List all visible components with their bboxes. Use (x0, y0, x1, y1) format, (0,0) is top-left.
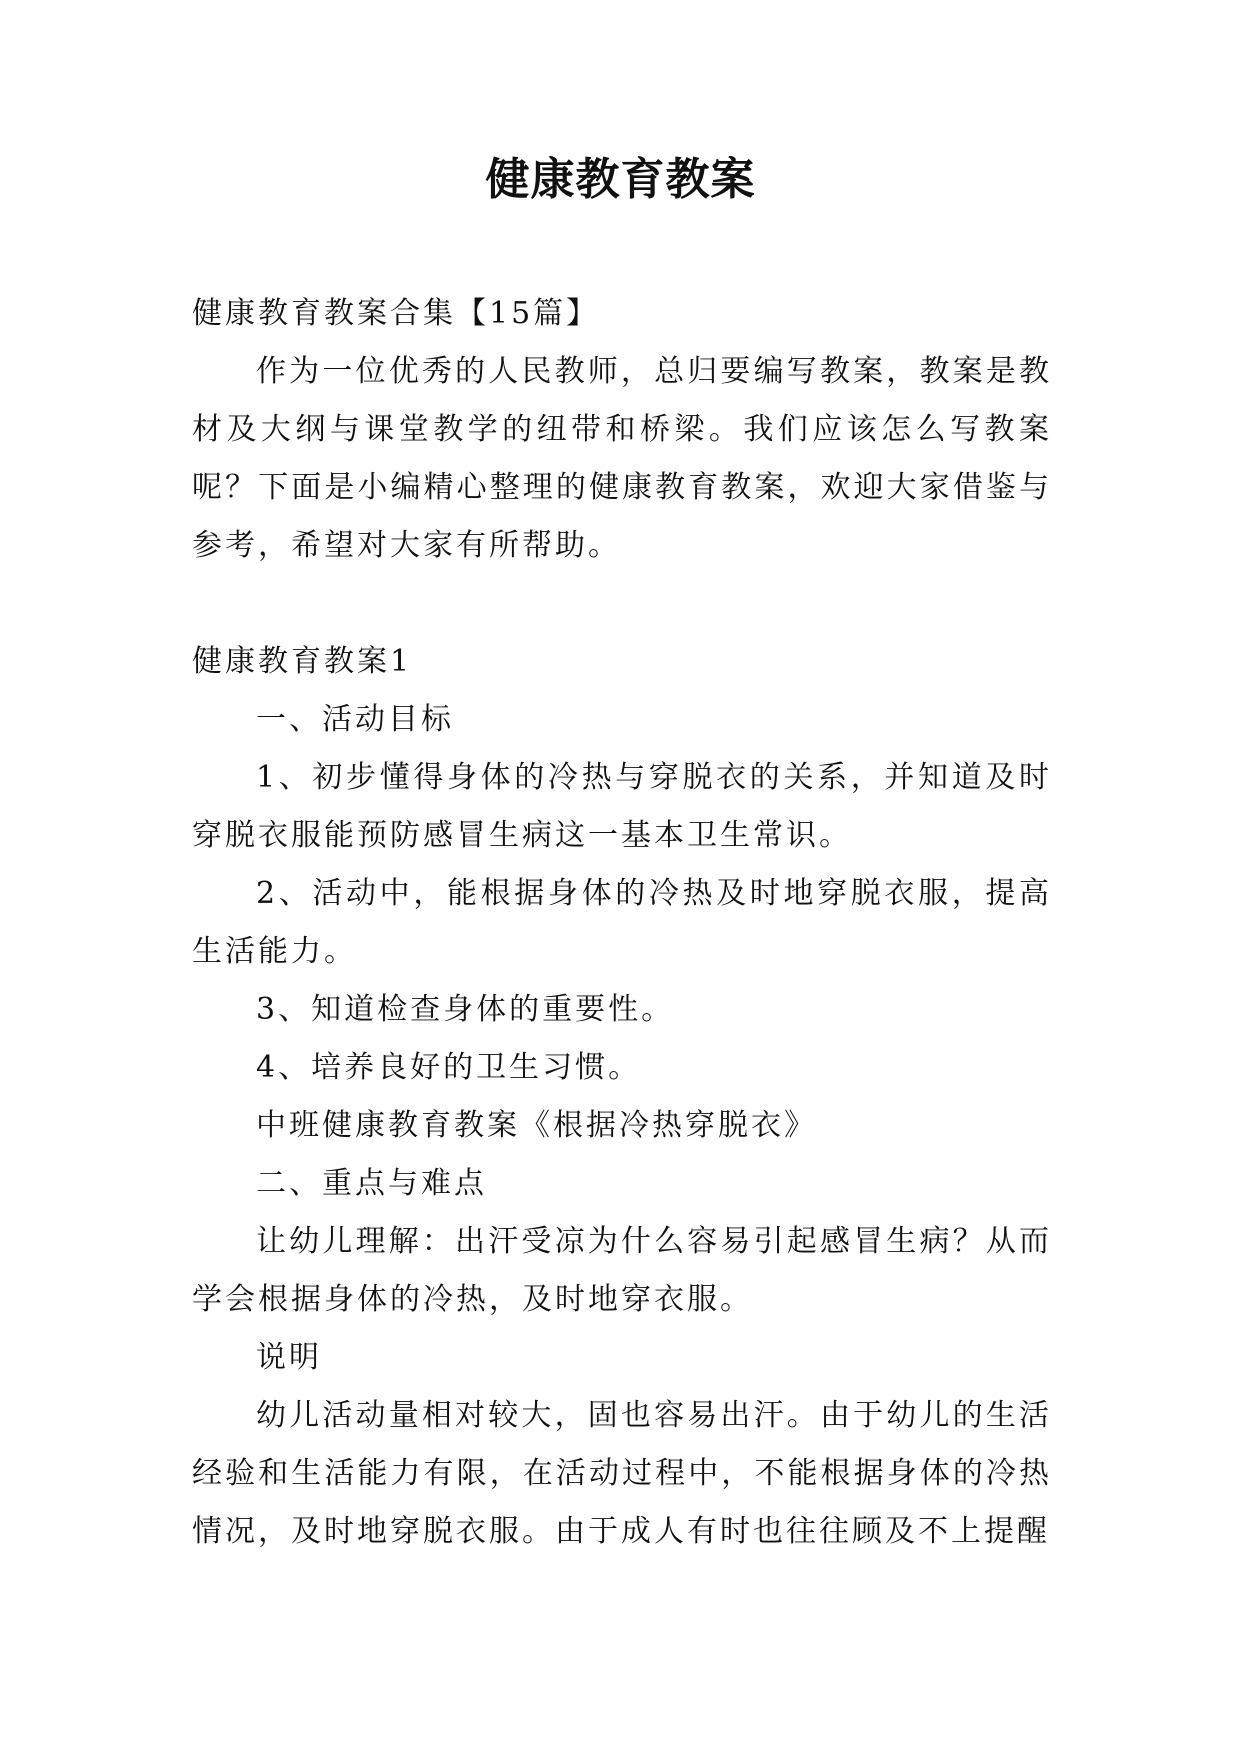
intro-paragraph: 作为一位优秀的人民教师，总归要编写教案，教案是教材及大纲与课堂教学的纽带和桥梁。我们应该怎么写教案呢？下面是小编精心整理的健康教育教案，欢迎大家借鉴与参考，希望对大家有所帮助。 (192, 354, 1052, 563)
collection-heading: 健康教育教案合集【15篇】 (192, 296, 600, 331)
goal-item-2: 2、活动中，能根据身体的冷热及时地穿脱衣服，提高生活能力。 (192, 876, 1052, 969)
lesson-title: 中班健康教育教案《根据冷热穿脱衣》 (256, 1108, 817, 1143)
goal-item-4: 4、培养良好的卫生习惯。 (256, 1050, 642, 1085)
key-points-heading: 二、重点与难点 (256, 1166, 487, 1201)
goal-item-3: 3、知道检查身体的重要性。 (256, 992, 675, 1027)
document-title: 健康教育教案 (485, 154, 756, 205)
section-heading: 健康教育教案1 (192, 644, 413, 679)
section-spacer (192, 575, 1052, 633)
goal-item-1: 1、初步懂得身体的冷热与穿脱衣的关系，并知道及时穿脱衣服能预防感冒生病这一基本卫生常识。 (192, 760, 1052, 853)
explanation-heading: 说明 (256, 1340, 322, 1375)
explanation-paragraph: 幼儿活动量相对较大，固也容易出汗。由于幼儿的生活经验和生活能力有限，在活动过程中，不能根据身体的冷热情况，及时地穿脱衣服。由于成人有时也往往顾及不上提醒 (192, 1398, 1052, 1549)
key-points-paragraph: 让幼儿理解：出汗受凉为什么容易引起感冒生病？从而学会根据身体的冷热，及时地穿衣服。 (192, 1224, 1052, 1317)
document-body (192, 285, 1052, 1561)
activity-goals-heading: 一、活动目标 (256, 702, 454, 737)
